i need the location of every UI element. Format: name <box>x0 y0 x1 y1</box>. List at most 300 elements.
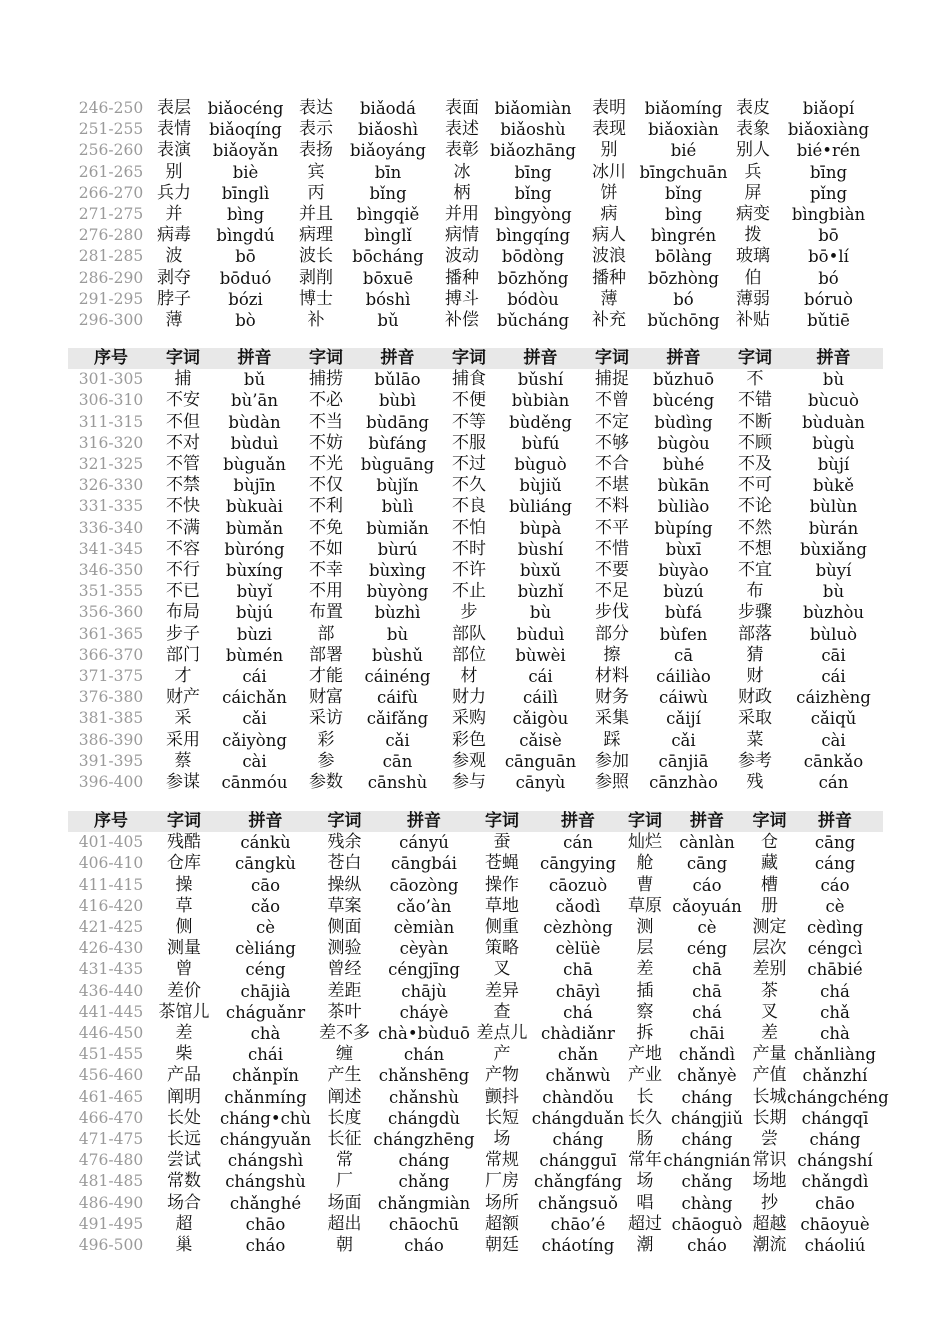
col-header-word: 字词 <box>317 811 372 832</box>
pinyin-cell: chángshù <box>225 1172 306 1192</box>
word-cell: 表述 <box>445 119 479 140</box>
row-index-range: 341-345 <box>78 539 144 558</box>
row-index-range: 316-320 <box>78 433 144 452</box>
word-cell: 参与 <box>452 772 486 793</box>
word-cell: 不安 <box>166 390 200 411</box>
pinyin-cell: cán <box>563 833 593 853</box>
word-cell: 表象 <box>736 119 770 140</box>
pinyin-cell: bùcuò <box>808 391 859 411</box>
word-cell: 表明 <box>592 98 626 118</box>
pinyin-cell: cǎiyòng <box>222 730 287 750</box>
word-cell: 差 <box>636 959 654 980</box>
col-header-pinyin: 拼音 <box>498 348 583 369</box>
word-cell: 参 <box>317 750 335 771</box>
pinyin-cell: chāo <box>815 1193 855 1213</box>
word-cell: 财政 <box>738 687 772 708</box>
word-cell: 操 <box>175 874 193 895</box>
word-cell: 不断 <box>738 411 772 432</box>
word-cell: 薄 <box>165 310 183 331</box>
pinyin-cell: bùbì <box>378 391 417 411</box>
pinyin-cell: bùfá <box>664 603 703 623</box>
word-cell: 操纵 <box>327 874 362 895</box>
word-cell: 不当 <box>309 411 343 432</box>
col-header-pinyin: 拼音 <box>784 348 883 369</box>
pinyin-cell: céngcì <box>807 939 863 959</box>
word-cell: 采购 <box>452 708 486 729</box>
pinyin-cell: bùdāng <box>366 412 429 432</box>
pinyin-cell: cāngbái <box>391 854 457 874</box>
word-cell: 补充 <box>592 310 626 331</box>
pinyin-cell: cáiwù <box>658 688 709 708</box>
pinyin-cell: chá <box>563 1002 593 1022</box>
word-cell: 超越 <box>752 1213 787 1234</box>
word-cell: 才 <box>174 666 192 687</box>
row-index-range: 336-340 <box>78 518 144 537</box>
row-index-range: 371-375 <box>78 667 144 686</box>
row-index-range: 251-255 <box>78 120 144 139</box>
row-index-range: 481-485 <box>78 1172 144 1191</box>
pinyin-cell: chángdù <box>387 1108 461 1128</box>
word-cell: 不平 <box>595 517 629 538</box>
word-cell: 薄 <box>600 288 618 309</box>
pinyin-cell: chángyuǎn <box>219 1130 312 1150</box>
word-cell: 苍白 <box>327 853 362 874</box>
pinyin-cell: biǎomíng <box>644 99 723 118</box>
word-cell: 部署 <box>309 644 343 665</box>
word-cell: 残 <box>746 772 764 793</box>
row-index-range: 471-475 <box>78 1130 144 1149</box>
pinyin-cell: cè <box>255 918 275 938</box>
table-row <box>68 1002 883 1023</box>
table-row <box>68 560 883 581</box>
table-header-row <box>68 811 883 832</box>
word-cell: 不合 <box>595 454 629 475</box>
pinyin-cell: biǎodá <box>359 99 416 118</box>
pinyin-cell: bùpà <box>519 518 562 538</box>
col-header-word: 字词 <box>752 811 787 831</box>
word-cell: 藏 <box>761 853 778 874</box>
word-cell: 表彰 <box>445 140 479 161</box>
pinyin-cell: bō•lí <box>808 247 849 267</box>
pinyin-cell: cāng <box>814 833 856 853</box>
word-cell: 表皮 <box>736 98 770 118</box>
pinyin-cell: chǎnshēng <box>378 1066 470 1086</box>
table-row <box>68 666 883 687</box>
word-cell: 产物 <box>485 1065 519 1086</box>
word-cell: 兵 <box>744 161 762 182</box>
vocab-table-3 <box>68 811 889 1256</box>
table-row <box>68 581 883 602</box>
pinyin-cell: cèyàn <box>399 939 449 959</box>
word-cell: 猜 <box>746 644 764 665</box>
pinyin-cell: chǎnyè <box>677 1066 737 1086</box>
row-index-range: 456-460 <box>78 1066 144 1085</box>
table-row <box>68 1065 883 1086</box>
pinyin-cell: bùmǎn <box>225 518 284 538</box>
word-cell: 采取 <box>738 708 772 729</box>
pinyin-cell: bǔlāo <box>374 370 421 390</box>
pinyin-cell: bùlùn <box>809 497 858 517</box>
word-cell: 材 <box>460 666 478 687</box>
row-index-range: 326-330 <box>78 476 144 495</box>
pinyin-cell: cányú <box>399 833 449 853</box>
pinyin-cell: bùwèi <box>515 645 566 665</box>
table-row <box>68 162 883 183</box>
word-cell: 常 <box>336 1150 353 1171</box>
word-cell: 病 <box>600 204 618 225</box>
word-cell: 别 <box>600 140 618 161</box>
pinyin-cell: cáo <box>820 875 850 895</box>
pinyin-cell: bùluò <box>809 624 858 644</box>
word-cell: 才能 <box>309 666 343 687</box>
word-cell: 病变 <box>736 204 770 225</box>
word-cell: 部门 <box>166 644 200 665</box>
word-cell: 不及 <box>738 454 772 475</box>
word-cell: 布局 <box>166 602 200 623</box>
word-cell: 不利 <box>309 496 343 517</box>
pinyin-cell: cáo <box>692 875 722 895</box>
pinyin-cell: chái <box>248 1045 283 1065</box>
word-cell: 表达 <box>299 98 333 118</box>
word-cell: 超额 <box>485 1213 519 1234</box>
pinyin-cell: chā <box>692 960 722 980</box>
pinyin-cell: cháo <box>404 1236 444 1256</box>
word-cell: 步子 <box>166 623 200 644</box>
word-cell: 颤抖 <box>485 1086 519 1107</box>
pinyin-cell: bǐng <box>369 183 407 203</box>
pinyin-cell: chá <box>692 1002 722 1022</box>
pinyin-cell: bié <box>670 141 697 161</box>
pinyin-cell: bùxī <box>665 539 702 559</box>
word-cell: 册 <box>761 895 778 916</box>
word-cell: 抄 <box>761 1192 778 1213</box>
table-row <box>68 751 883 772</box>
pinyin-cell: cāngkù <box>235 854 296 874</box>
col-header-pinyin: 拼音 <box>528 811 628 832</box>
col-header-pinyin: 拼音 <box>214 811 317 832</box>
word-cell: 表现 <box>592 119 626 140</box>
pinyin-cell: bùróng <box>224 539 285 559</box>
table-row <box>68 959 883 980</box>
pinyin-cell: cèzhòng <box>543 918 613 938</box>
pinyin-cell: chángguī <box>539 1151 617 1171</box>
pinyin-cell: cāo <box>250 875 280 895</box>
row-index-range: 391-395 <box>78 751 144 770</box>
word-cell: 长处 <box>167 1107 201 1128</box>
pinyin-cell: bùshí <box>517 539 564 559</box>
word-cell: 不仅 <box>309 475 343 496</box>
table-row <box>68 708 883 729</box>
pinyin-cell: chǎngmiàn <box>377 1193 471 1213</box>
row-index-range: 436-440 <box>78 981 144 1000</box>
pinyin-cell: bùxiǎng <box>800 539 867 559</box>
pinyin-cell: cǎodì <box>555 896 601 916</box>
word-cell: 产量 <box>752 1044 787 1065</box>
word-cell: 柴 <box>175 1044 193 1065</box>
word-cell: 拆 <box>636 1023 654 1044</box>
word-cell: 柄 <box>453 182 471 203</box>
word-cell: 察 <box>636 1001 654 1022</box>
pinyin-cell: biǎoxiàn <box>648 120 719 140</box>
pinyin-cell: cháng <box>398 1151 450 1171</box>
table-row <box>68 454 883 475</box>
word-cell: 播种 <box>445 267 479 288</box>
pinyin-cell: bùfáng <box>368 433 427 453</box>
pinyin-cell: bīngchuān <box>639 162 728 182</box>
word-cell: 不管 <box>166 454 200 475</box>
row-index-range: 431-435 <box>78 960 144 979</box>
pinyin-cell: bōcháng <box>352 247 424 267</box>
pinyin-cell: cā <box>673 645 694 665</box>
col-header-word: 字词 <box>476 811 528 832</box>
row-index-range: 321-325 <box>78 455 144 474</box>
row-index-range: 346-350 <box>78 561 144 580</box>
pinyin-cell: bié•rén <box>796 141 861 161</box>
word-cell: 层次 <box>752 938 787 959</box>
pinyin-cell: bù <box>529 603 552 623</box>
pinyin-cell: bùguǎn <box>223 455 286 475</box>
word-cell: 捕食 <box>452 369 486 390</box>
pinyin-cell: chǎnghé <box>229 1193 302 1213</box>
col-header-word: 字词 <box>726 348 784 369</box>
pinyin-cell: bōzhǒng <box>497 268 569 288</box>
table-row <box>68 1193 883 1214</box>
pinyin-cell: cèmiàn <box>393 918 455 938</box>
word-cell: 部队 <box>452 623 486 644</box>
pinyin-cell: bó <box>818 268 839 288</box>
word-cell: 部 <box>317 623 335 644</box>
word-cell: 伯 <box>744 267 762 288</box>
row-index-range: 261-265 <box>78 162 144 181</box>
word-cell: 不满 <box>166 517 200 538</box>
pinyin-cell: cáilì <box>523 688 558 708</box>
word-cell: 采 <box>174 708 192 729</box>
vocab-table-1 <box>68 98 883 331</box>
word-cell: 菜 <box>746 729 764 750</box>
word-cell: 舱 <box>636 853 654 874</box>
table-header-row <box>68 348 883 369</box>
pinyin-cell: céng <box>245 960 286 980</box>
pinyin-cell: cháguǎnr <box>225 1002 306 1022</box>
word-cell: 差 <box>175 1023 193 1044</box>
row-index-range: 401-405 <box>78 833 144 852</box>
word-cell: 巢 <box>175 1235 193 1256</box>
word-cell: 不行 <box>166 560 200 581</box>
word-cell: 蚕 <box>493 832 511 853</box>
pinyin-cell: bùlì <box>381 497 414 517</box>
row-index-range: 376-380 <box>78 688 144 707</box>
row-index-range: 356-360 <box>78 603 144 622</box>
word-cell: 长久 <box>628 1107 662 1128</box>
row-index-range: 276-280 <box>78 226 144 245</box>
pinyin-cell: bùfú <box>521 433 560 453</box>
pinyin-cell: cǎigòu <box>512 709 569 729</box>
word-cell: 场 <box>493 1129 511 1150</box>
row-index-range: 256-260 <box>78 141 144 160</box>
pinyin-cell: biǎoyáng <box>350 141 426 161</box>
word-cell: 产 <box>493 1044 511 1065</box>
pinyin-cell: cǎi <box>671 730 696 750</box>
table-row <box>68 981 883 1002</box>
pinyin-cell: chǎnzhí <box>802 1066 868 1086</box>
table-row <box>68 539 883 560</box>
pinyin-cell: bùkuài <box>226 497 283 517</box>
pinyin-cell: bùrú <box>377 539 418 559</box>
pinyin-cell: cǎi <box>242 709 267 729</box>
table-row <box>68 602 883 623</box>
pinyin-cell: bó <box>673 289 694 309</box>
row-index-range: 496-500 <box>78 1236 144 1255</box>
word-cell: 别 <box>165 161 183 182</box>
word-cell: 不顾 <box>738 432 772 453</box>
word-cell: 草原 <box>628 895 662 916</box>
word-cell: 超 <box>175 1213 193 1234</box>
row-index-range: 301-305 <box>78 370 144 389</box>
word-cell: 朝廷 <box>485 1235 519 1256</box>
word-cell: 财富 <box>309 687 343 708</box>
pinyin-cell: bùshǔ <box>372 645 423 665</box>
pinyin-cell: cǎisè <box>519 730 562 750</box>
word-cell: 病理 <box>299 225 333 246</box>
pinyin-cell: chāi <box>689 1024 725 1044</box>
word-cell: 参观 <box>452 750 486 771</box>
pinyin-cell: cè <box>825 896 845 916</box>
pinyin-cell: bùgù <box>812 433 855 453</box>
pinyin-cell: bódòu <box>507 289 559 309</box>
pinyin-cell: chángnián <box>663 1151 751 1171</box>
table-row <box>68 390 883 411</box>
pinyin-cell: chángduǎn <box>531 1108 625 1128</box>
pinyin-cell: cāng <box>686 854 728 874</box>
table-row <box>68 119 883 140</box>
pinyin-cell: bǐng <box>664 183 703 203</box>
pinyin-cell: chàng <box>681 1193 733 1213</box>
word-cell: 采集 <box>595 708 629 729</box>
word-cell: 不时 <box>452 538 486 559</box>
pinyin-cell: bōdòng <box>501 247 565 267</box>
word-cell: 剥夺 <box>157 267 191 288</box>
pinyin-cell: cháo <box>687 1236 727 1256</box>
word-cell: 不足 <box>595 581 629 602</box>
row-index-range: 291-295 <box>78 289 144 308</box>
word-cell: 并且 <box>299 204 333 225</box>
word-cell: 厂 <box>336 1171 353 1192</box>
col-header-index: 序号 <box>68 348 154 369</box>
pinyin-cell: bùjí <box>817 455 850 475</box>
row-index-range: 451-455 <box>78 1045 144 1064</box>
word-cell: 潮 <box>636 1235 654 1256</box>
word-cell: 饼 <box>600 182 618 203</box>
word-cell: 表情 <box>157 119 191 140</box>
table-row <box>68 433 883 454</box>
pinyin-cell: chángshì <box>227 1151 304 1171</box>
col-header-word: 字词 <box>154 348 212 369</box>
pinyin-cell: bùrán <box>808 518 859 538</box>
pinyin-cell: bìngrén <box>650 226 717 246</box>
word-cell: 不已 <box>166 581 200 602</box>
pinyin-cell: bùxìng <box>369 561 426 581</box>
table-row <box>68 730 883 751</box>
table-row <box>68 1129 883 1150</box>
pinyin-cell: bùpíng <box>654 518 713 538</box>
pinyin-cell: bīnglì <box>221 183 270 203</box>
word-cell: 捕 <box>174 369 192 390</box>
word-cell: 拨 <box>744 225 762 246</box>
table-row <box>68 1235 883 1256</box>
word-cell: 茶叶 <box>327 1001 362 1022</box>
pinyin-cell: chá <box>820 981 850 1001</box>
row-index-range: 361-365 <box>78 624 144 643</box>
word-cell: 不必 <box>309 390 343 411</box>
pinyin-cell: bùduì <box>230 433 279 453</box>
table-row <box>68 369 883 390</box>
word-cell: 常数 <box>167 1171 201 1192</box>
word-cell: 仓 <box>761 832 778 853</box>
pinyin-cell: cānjiā <box>658 751 709 771</box>
pinyin-cell: chǎng <box>681 1172 733 1192</box>
word-cell: 不禁 <box>166 475 200 496</box>
pinyin-cell: chǎndì <box>678 1045 736 1065</box>
pinyin-cell: chǎngfáng <box>533 1172 623 1192</box>
col-header-word: 字词 <box>583 348 641 369</box>
word-cell: 场面 <box>327 1192 362 1213</box>
word-cell: 曾 <box>175 959 193 980</box>
word-cell: 不光 <box>309 454 343 475</box>
pinyin-cell: bùguāng <box>360 455 435 475</box>
pinyin-cell: bùmén <box>225 645 284 665</box>
pinyin-cell: bùjīn <box>233 476 276 496</box>
word-cell: 策略 <box>485 938 519 959</box>
word-cell: 不快 <box>166 496 200 517</box>
pinyin-cell: bǐng <box>514 183 552 203</box>
pinyin-cell: biǎoshù <box>500 120 566 140</box>
word-cell: 长期 <box>752 1107 787 1128</box>
word-cell: 产值 <box>752 1065 787 1086</box>
word-cell: 差 <box>761 1023 778 1044</box>
word-cell: 不要 <box>595 560 629 581</box>
word-cell: 不论 <box>738 496 772 517</box>
pinyin-cell: cánkù <box>240 833 291 853</box>
pinyin-cell: bùcéng <box>652 391 715 411</box>
word-cell: 常年 <box>628 1150 662 1171</box>
word-cell: 阐述 <box>327 1086 362 1107</box>
pinyin-cell: bǔ <box>243 370 266 390</box>
word-cell: 差价 <box>167 980 201 1001</box>
word-cell: 波浪 <box>592 246 626 267</box>
word-cell: 部位 <box>452 644 486 665</box>
word-cell: 波动 <box>445 246 479 267</box>
row-index-range: 246-250 <box>78 99 144 117</box>
row-index-range: 396-400 <box>78 773 144 792</box>
pinyin-cell: cháng•chù <box>219 1108 312 1128</box>
pinyin-cell: chángqī <box>801 1108 869 1128</box>
pinyin-cell: bō <box>818 226 839 246</box>
col-header-word: 字词 <box>297 348 355 369</box>
pinyin-cell: cáiliào <box>656 667 711 687</box>
pinyin-cell: bǔchōng <box>647 311 720 331</box>
pinyin-cell: cānyù <box>515 773 566 793</box>
row-index-range: 426-430 <box>78 939 144 958</box>
row-index-range: 446-450 <box>78 1024 144 1043</box>
word-cell: 层 <box>636 938 654 959</box>
word-cell: 搏斗 <box>445 288 479 309</box>
col-header-pinyin: 拼音 <box>662 811 752 832</box>
word-cell: 侧 <box>175 917 193 938</box>
pinyin-cell: chàdiǎnr <box>541 1024 615 1044</box>
word-cell: 不对 <box>166 432 200 453</box>
word-cell: 剥削 <box>299 267 333 288</box>
word-cell: 不等 <box>452 411 486 432</box>
